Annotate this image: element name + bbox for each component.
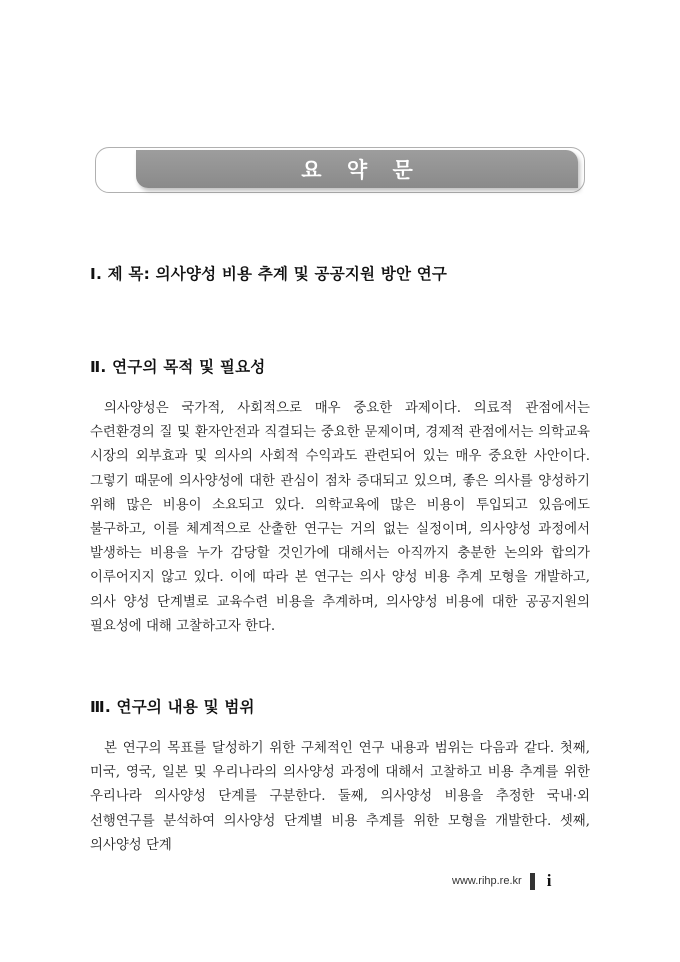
page-number: i (546, 871, 552, 890)
section-1-heading: Ⅰ. 제 목: 의사양성 비용 추계 및 공공지원 방안 연구 (90, 265, 448, 283)
footer-divider (530, 873, 535, 890)
page-title: 요 약 문 (301, 158, 422, 182)
page-footer (452, 870, 592, 892)
section-2-paragraph: 의사양성은 국가적, 사회적으로 매우 중요한 과제이다. 의료적 관점에서는 수련환경의 질 및 환자안전과 직결되는 중요한 문제이며, 경제적 관점에서는 의학교육 시장의 외부효과 및 의사의 사회적 수익과도 관련되어 있는 매우 중요한 사안이다. 그렇기 때문에 의사양성에 대한 관심이 점차 증대되고 있으며, 좋은 의사를 양성하기 위해 많은 비용이 소요되고 있다. 의학교육에 많은 비용이 투입되고 있음에도 불구하고, 이를 체계적으로 산출한 연구는 거의 없는 실정이며, 의사양성 과정에서 발생하는 비용을 누가 감당할 것인가에 대해서는 아직까지 충분한 논의와 합의가 이루어지지 않고 있다. 이에 따라 본 연구는 의사 양성 비용 추계 모형을 개발하고, 의사 양성 단계별로 교육수련 비용을 추계하며, 의사양성 비용에 대한 공공지원의 필요성에 대해 고찰하고자 한다. (90, 401, 590, 634)
section-3-paragraph: 본 연구의 목표를 달성하기 위한 구체적인 연구 내용과 범위는 다음과 같다. 첫째, 미국, 영국, 일본 및 우리나라의 의사양성 과정에 대해서 고찰하고 비용 추계를 위한 우리나라 의사양성 단계를 구분한다. 둘째, 의사양성 비용을 추정한 국내·외 선행연구를 분석하여 의사양성 단계별 비용 추계를 위한 모형을 개발한다. 셋째, 의사양성 단계 (90, 741, 590, 853)
title-banner (136, 150, 578, 188)
footer-url: www.rihp.re.kr (452, 875, 522, 887)
section-3-heading: Ⅲ. 연구의 내용 및 범위 (90, 698, 255, 716)
section-2-heading: Ⅱ. 연구의 목적 및 필요성 (90, 358, 266, 376)
